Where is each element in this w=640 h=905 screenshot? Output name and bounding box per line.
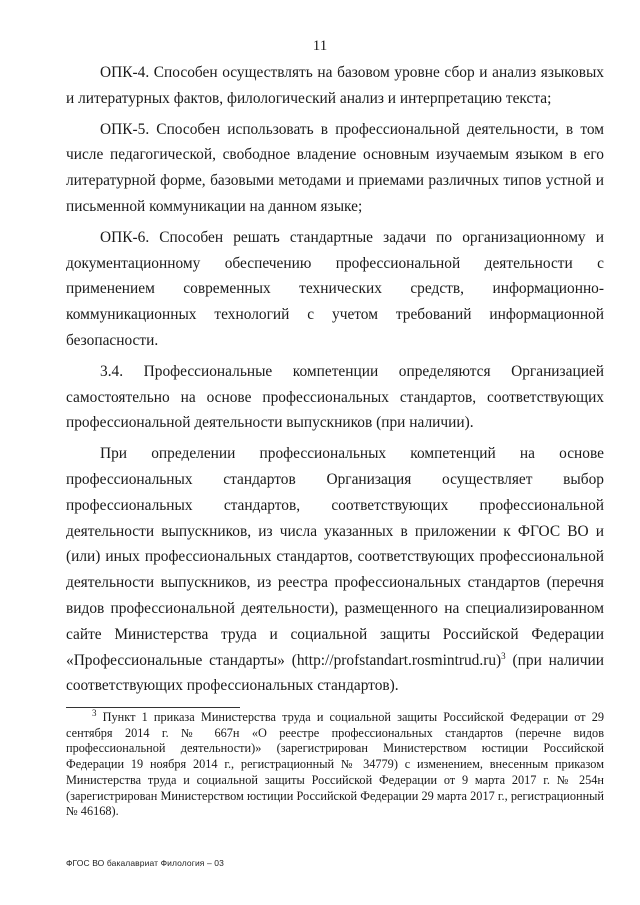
body-text [66,60,604,704]
paragraph-3-4: 3.4. Профессиональные компетенции определяются Организацией самостоятельно на основе профессиональных стандартов, соответствующих профессиональной деятельности выпускников (при наличии). [66,362,604,432]
paragraph-opk6: ОПК-6. Способен решать стандартные задачи по организационному и документационному обеспечению профессиональной деятельности с применением современных технических средств, информационно-коммуникационных технологий с учетом требований информационной безопасности. [66,228,604,349]
paragraph-ps-text: При определении профессиональных компетенций на основе профессиональных стандартов Организация осуществляет выбор профессиональных стандартов, соответствующих профессиональной деятельности выпускников, из числа указанных в приложении к ФГОС ВО и (или) иных профессиональных стандартов, соответствующих профессиональной деятельности выпускников, из реестра профессиональных стандартов (перечня видов профессиональной деятельности), размещенного на специализированном сайте Министерства труда и социальной защиты Российской Федерации «Профессиональные стандарты» (http://profstandart.rosmintrud.ru) [66,445,604,669]
footnote-text: Пункт 1 приказа Министерства труда и социальной защиты Российской Федерации от 29 сентября 2014 г. № 667н «О реестре профессиональных стандартов (перечне видов профессиональной деятельности)» (зарегистрирован Министерством юстиции Российской Федерации 19 ноября 2014 г., регистрационный № 34779) с изменением, внесенным приказом Министерства труда и социальной защиты Российской Федерации от 9 марта 2017 г. № 254н (зарегистрирован Министерством юстиции Российской Федерации 29 марта 2017 г., регистрационный № 46168). [66,710,604,819]
footnote-reference[interactable]: 3 [501,650,506,661]
paragraph-opk4: ОПК-4. Способен осуществлять на базовом уровне сбор и анализ языковых и литературных фактов, филологический анализ и интерпретацию текста; [66,64,604,107]
paragraph-opk5: ОПК-5. Способен использовать в профессиональной деятельности, в том числе педагогической, свободное владение основным изучаемым языком в его литературной форме, базовыми методами и приемами различных типов устной и письменной коммуникации на данном языке; [66,120,604,215]
paragraph-professional-standards [66,441,604,699]
paragraph-ps-tail: (при наличии соответствующих профессиональных стандартов). [66,651,604,695]
page-number: 11 [312,38,328,54]
footnote [66,707,604,820]
footnote-marker: 3 [92,707,97,718]
page-footer: ФГОС ВО бакалавриат Филология – 03 [66,858,224,868]
